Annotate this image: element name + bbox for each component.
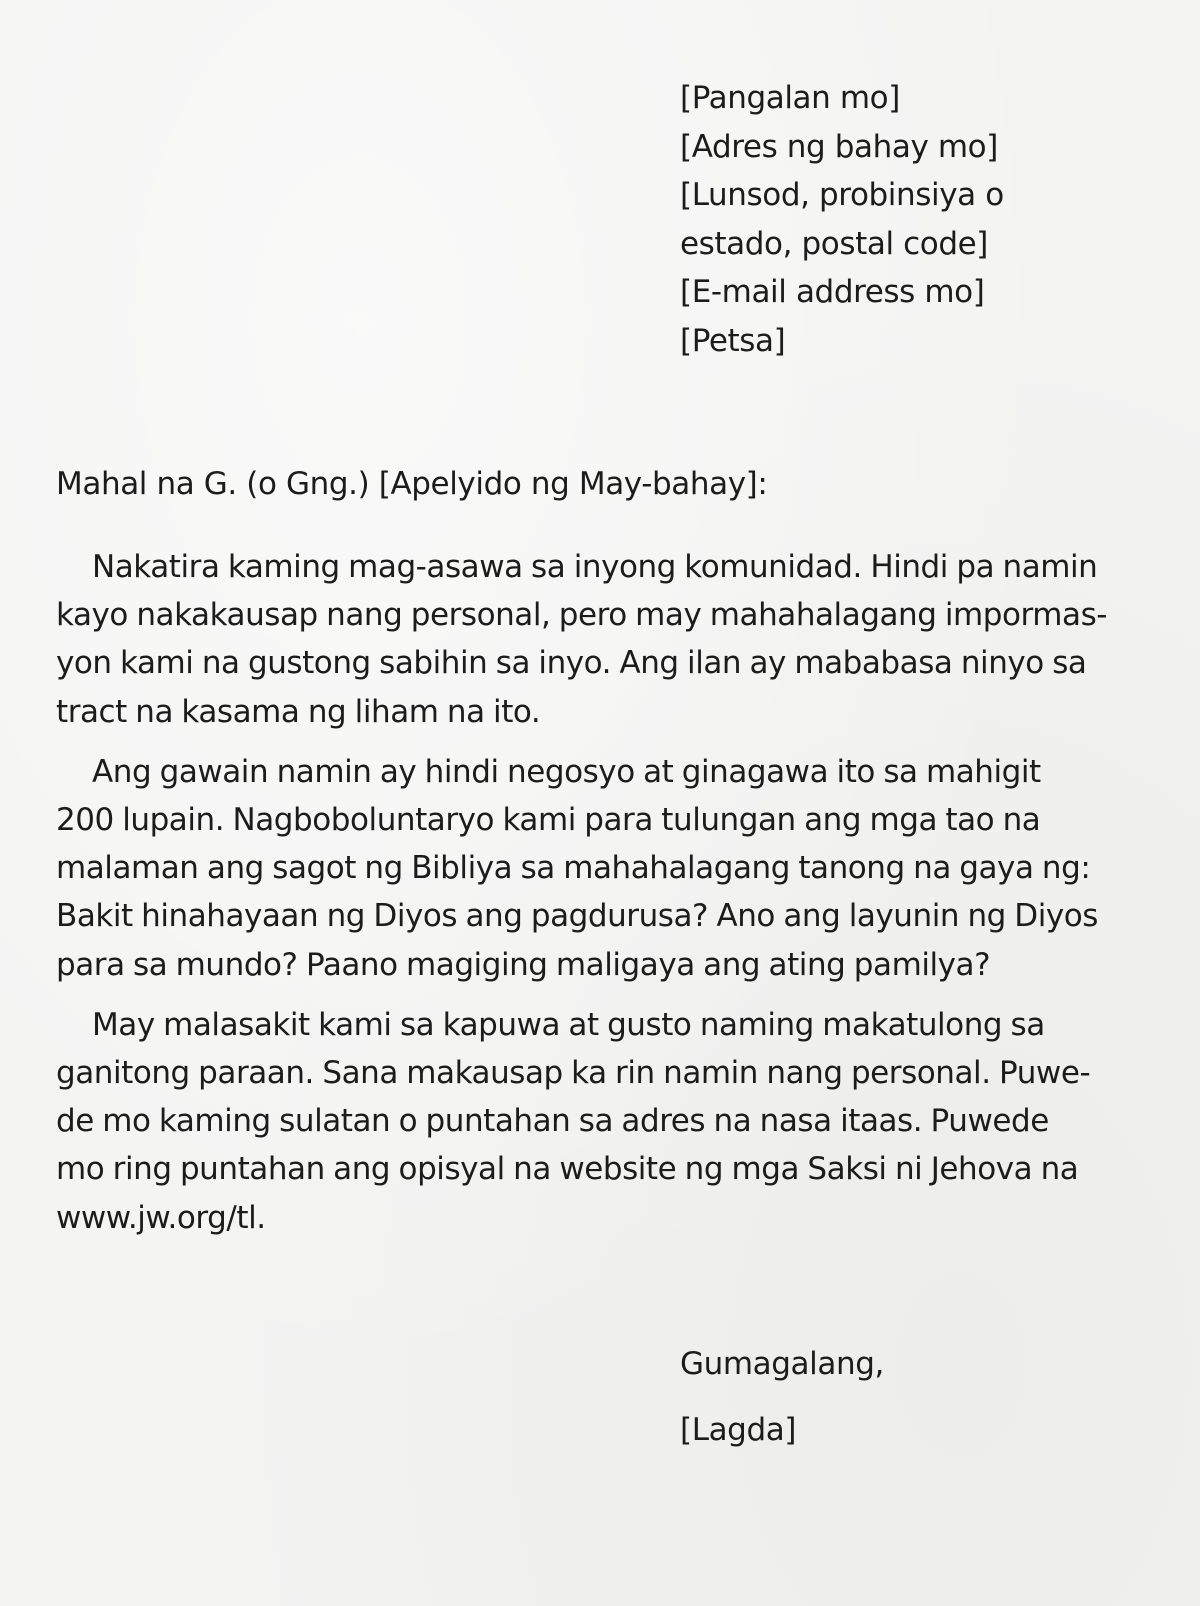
- body-line: para sa mundo? Paano magiging maligaya ang ating pamilya?: [56, 946, 991, 983]
- body-line: mo ring puntahan ang opisyal na website ng mga Saksi ni Jehova na: [56, 1151, 1079, 1188]
- body-line: Nakatira kaming mag-asawa sa inyong komunidad. Hindi pa namin: [92, 549, 1098, 585]
- body-line: yon kami na gustong sabihin sa inyo. Ang ilan ay mababasa ninyo sa: [56, 645, 1087, 682]
- salutation: Mahal na G. (o Gng.) [Apelyido ng May-bahay]:: [56, 466, 768, 502]
- closing: Gumagalang,: [680, 1346, 884, 1382]
- signature-placeholder: [Lagda]: [680, 1412, 797, 1448]
- body-line: kayo nakakausap nang personal, pero may mahahalagang impormas-: [56, 597, 1108, 634]
- letter-date: [Petsa]: [680, 322, 786, 359]
- body-line: tract na kasama ng liham na ito.: [56, 693, 541, 730]
- sender-email: [E-mail address mo]: [680, 274, 985, 310]
- body-line: Ang gawain namin ay hindi negosyo at ginagawa ito sa mahigit: [92, 753, 1041, 790]
- sender-address-block: [680, 74, 1160, 365]
- sender-city-line-2: estado, postal code]: [680, 225, 988, 262]
- sender-address: [Adres ng bahay mo]: [680, 128, 998, 165]
- body-paragraph-1: [56, 543, 1144, 736]
- body-line: ganitong paraan. Sana makausap ka rin namin nang personal. Puwe-: [56, 1055, 1091, 1092]
- body-line: May malasakit kami sa kapuwa at gusto naming makatulong sa: [92, 1006, 1045, 1043]
- closing-block: [680, 1340, 884, 1454]
- sender-name: [Pangalan mo]: [680, 80, 900, 116]
- body-paragraph-2: [56, 748, 1144, 989]
- body-line: Bakit hinahayaan ng Diyos ang pagdurusa? Ano ang layunin ng Diyos: [56, 898, 1098, 935]
- body-line: 200 lupain. Nagboboluntaryo kami para tulungan ang mga tao na: [56, 802, 1041, 839]
- body-line: de mo kaming sulatan o puntahan sa adres na nasa itaas. Puwede: [56, 1103, 1049, 1140]
- body-paragraph-3: [56, 1001, 1144, 1242]
- body-line: malaman ang sagot ng Bibliya sa mahahalagang tanong na gaya ng:: [56, 850, 1091, 887]
- body-line: www.jw.org/tl.: [56, 1199, 266, 1236]
- letter-body: [56, 543, 1144, 1254]
- sender-city-line-1: [Lunsod, probinsiya o: [680, 177, 1004, 213]
